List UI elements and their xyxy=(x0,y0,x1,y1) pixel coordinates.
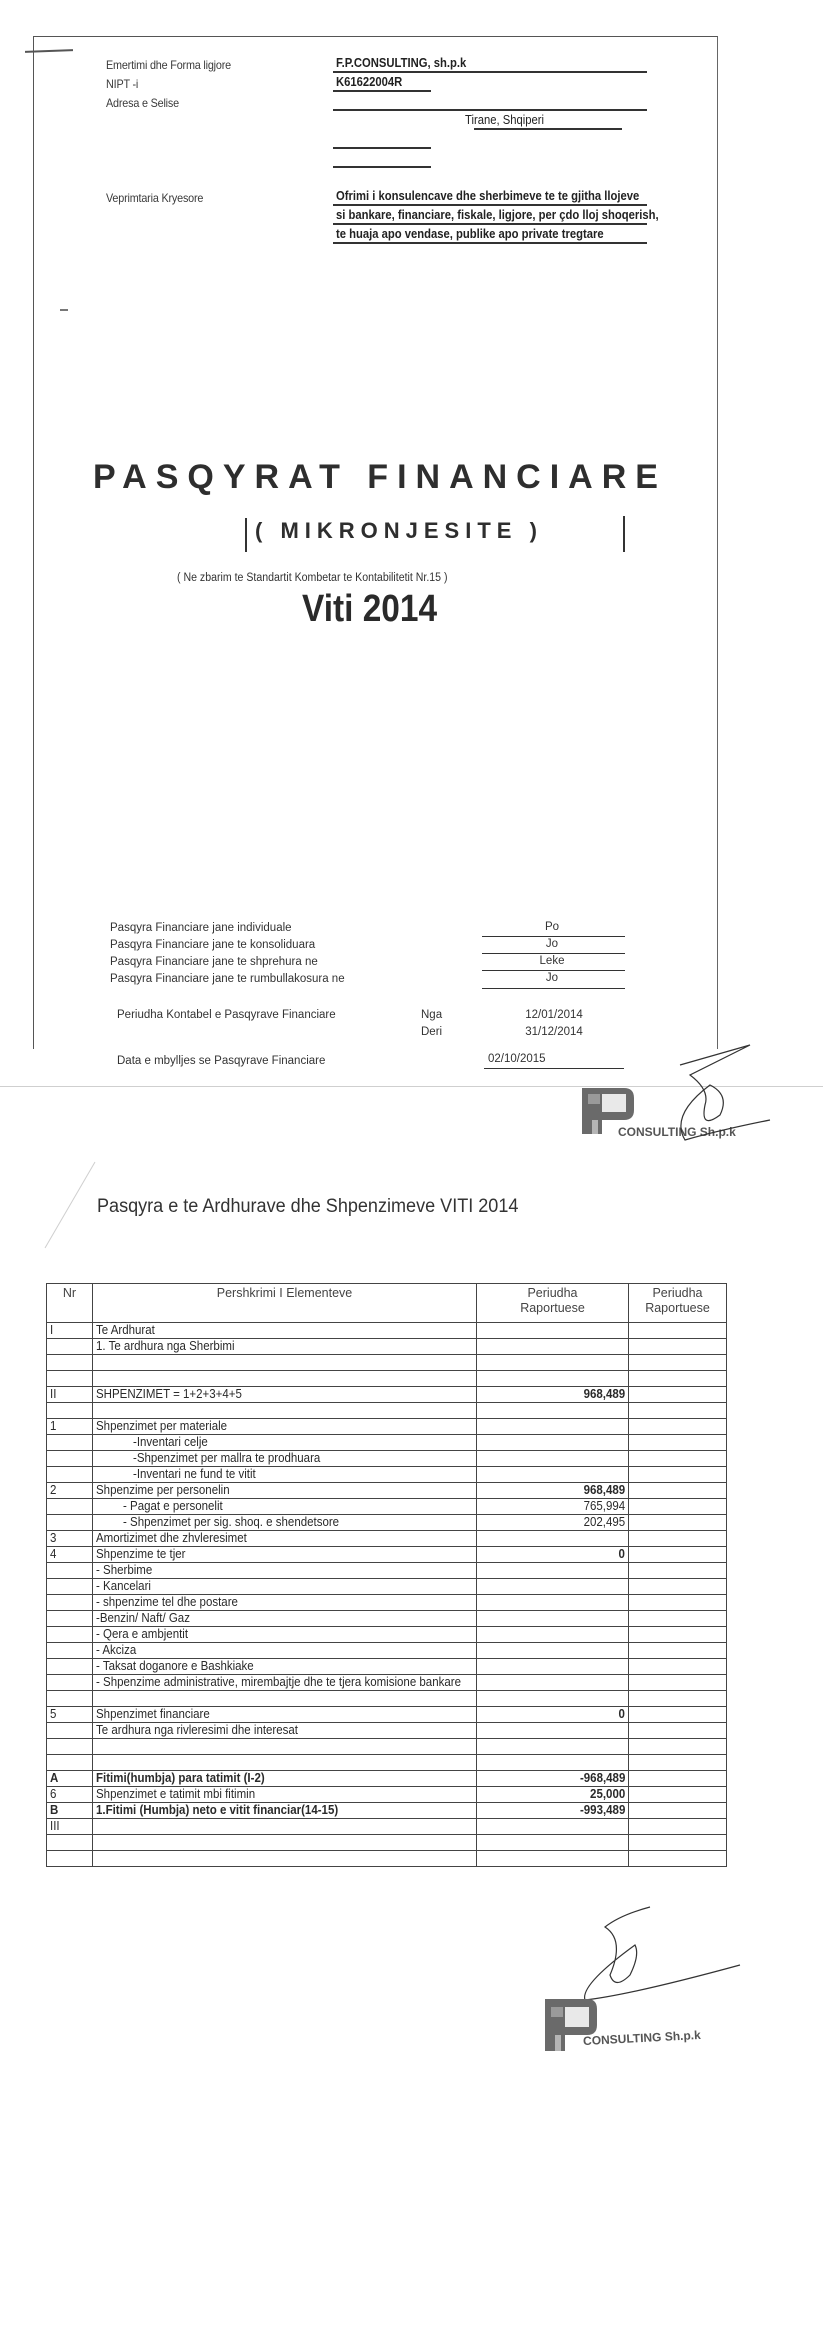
row-period-2-value-cell xyxy=(629,1563,727,1579)
activity-line-1: Ofrimi i konsulencave dhe sherbimeve te te gjitha llojeve xyxy=(336,189,640,203)
row-description-cell: - Taksat doganore e Bashkiake xyxy=(93,1659,477,1675)
row-number-cell: B xyxy=(47,1803,93,1819)
option-currency-value: Leke xyxy=(539,955,565,967)
row-number-cell: 6 xyxy=(47,1787,93,1803)
row-period-2-value-cell xyxy=(629,1755,727,1771)
row-period-2-value-cell xyxy=(629,1531,727,1547)
row-period-2-value-cell xyxy=(629,1387,727,1403)
row-period-2-value-cell xyxy=(629,1515,727,1531)
row-description-cell: 1. Te ardhura nga Sherbimi xyxy=(93,1339,477,1355)
row-number-cell: 1 xyxy=(47,1419,93,1435)
row-description-cell: Amortizimet dhe zhvleresimet xyxy=(93,1531,477,1547)
row-period-2-value-cell xyxy=(629,1595,727,1611)
row-number-cell xyxy=(47,1403,93,1419)
row-description-cell: Te ardhura nga rivleresimi dhe interesat xyxy=(93,1723,477,1739)
company-name-value: F.P.CONSULTING, sh.p.k xyxy=(336,56,467,70)
row-description-cell xyxy=(93,1691,477,1707)
row-period-1-value-cell xyxy=(477,1851,629,1867)
row-number-cell: II xyxy=(47,1387,93,1403)
underline xyxy=(333,147,431,149)
income-statement-title: Pasqyra e te Ardhurave dhe Shpenzimeve VITI 2014 xyxy=(97,1196,519,1217)
option-currency-label: Pasqyra Financiare jane te shprehura ne xyxy=(110,956,318,968)
underline xyxy=(333,166,431,168)
row-period-2-value-cell xyxy=(629,1355,727,1371)
row-period-1-value-cell xyxy=(477,1659,629,1675)
row-description-cell: Shpenzimet per materiale xyxy=(93,1419,477,1435)
row-description-cell: Te Ardhurat xyxy=(93,1323,477,1339)
company-stamp-text: CONSULTING Sh.p.k xyxy=(582,2027,702,2049)
row-period-1-value-cell: 765,994 xyxy=(477,1499,629,1515)
closing-date-label: Data e mbylljes se Pasqyrave Financiare xyxy=(117,1055,326,1067)
row-period-2-value-cell xyxy=(629,1771,727,1787)
row-description-cell: - Shpenzimet per sig. shoq. e shendetsore xyxy=(93,1515,477,1531)
underline xyxy=(484,1068,624,1069)
address-city-value: Tirane, Shqiperi xyxy=(465,113,545,127)
row-description-cell: - Akciza xyxy=(93,1643,477,1659)
company-name-label: Emertimi dhe Forma ligjore xyxy=(106,58,231,72)
table-row xyxy=(47,1691,727,1707)
column-header-description: Pershkrimi I Elementeve xyxy=(93,1284,477,1323)
table-row xyxy=(47,1755,727,1771)
table-row xyxy=(47,1323,727,1339)
table-row xyxy=(47,1451,727,1467)
table-row xyxy=(47,1643,727,1659)
underline xyxy=(333,223,647,225)
row-number-cell xyxy=(47,1627,93,1643)
table-row xyxy=(47,1659,727,1675)
table-header-row xyxy=(47,1284,727,1323)
row-number-cell: III xyxy=(47,1819,93,1835)
address-label: Adresa e Selise xyxy=(106,96,179,110)
row-period-2-value-cell xyxy=(629,1611,727,1627)
row-period-1-value-cell xyxy=(477,1419,629,1435)
row-description-cell xyxy=(93,1819,477,1835)
row-period-2-value-cell xyxy=(629,1707,727,1723)
row-period-2-value-cell xyxy=(629,1339,727,1355)
row-period-2-value-cell xyxy=(629,1579,727,1595)
row-period-2-value-cell xyxy=(629,1371,727,1387)
row-number-cell xyxy=(47,1643,93,1659)
period-to-value: 31/12/2014 xyxy=(525,1026,583,1038)
row-period-1-value-cell: -993,489 xyxy=(477,1803,629,1819)
option-rounded-label: Pasqyra Financiare jane te rumbullakosura ne xyxy=(110,973,345,985)
period-from-label: Nga xyxy=(421,1009,443,1021)
underline xyxy=(482,970,625,971)
table-row xyxy=(47,1787,727,1803)
row-period-1-value-cell: 968,489 xyxy=(477,1387,629,1403)
row-description-cell: -Inventari celje xyxy=(93,1435,477,1451)
row-description-cell: Shpenzime per personelin xyxy=(93,1483,477,1499)
row-number-cell xyxy=(47,1755,93,1771)
row-period-2-value-cell xyxy=(629,1323,727,1339)
row-description-cell: 1.Fitimi (Humbja) neto e vitit financiar(14-15) xyxy=(93,1803,477,1819)
row-period-1-value-cell xyxy=(477,1579,629,1595)
row-number-cell xyxy=(47,1435,93,1451)
table-row xyxy=(47,1531,727,1547)
table-row xyxy=(47,1483,727,1499)
table-row xyxy=(47,1739,727,1755)
underline xyxy=(333,109,647,111)
row-period-2-value-cell xyxy=(629,1547,727,1563)
row-period-1-value-cell xyxy=(477,1755,629,1771)
row-period-1-value-cell xyxy=(477,1323,629,1339)
row-period-1-value-cell: 25,000 xyxy=(477,1787,629,1803)
row-number-cell xyxy=(47,1467,93,1483)
table-row xyxy=(47,1707,727,1723)
row-description-cell: SHPENZIMET = 1+2+3+4+5 xyxy=(93,1387,477,1403)
row-description-cell: -Benzin/ Naft/ Gaz xyxy=(93,1611,477,1627)
row-period-2-value-cell xyxy=(629,1627,727,1643)
signature-icon xyxy=(660,1035,780,1145)
row-description-cell xyxy=(93,1739,477,1755)
table-row xyxy=(47,1595,727,1611)
table-row xyxy=(47,1611,727,1627)
row-number-cell: 4 xyxy=(47,1547,93,1563)
row-number-cell xyxy=(47,1739,93,1755)
row-period-2-value-cell xyxy=(629,1819,727,1835)
row-description-cell: - shpenzime tel dhe postare xyxy=(93,1595,477,1611)
table-row xyxy=(47,1339,727,1355)
scan-mark xyxy=(60,309,68,311)
underline xyxy=(482,953,625,954)
underline xyxy=(333,90,431,92)
row-period-1-value-cell xyxy=(477,1643,629,1659)
row-period-1-value-cell xyxy=(477,1675,629,1691)
row-number-cell xyxy=(47,1611,93,1627)
nipt-label: NIPT -i xyxy=(106,77,139,91)
row-number-cell xyxy=(47,1499,93,1515)
row-period-1-value-cell: 0 xyxy=(477,1707,629,1723)
row-number-cell xyxy=(47,1563,93,1579)
row-description-cell: Fitimi(humbja) para tatimit (I-2) xyxy=(93,1771,477,1787)
table-row xyxy=(47,1771,727,1787)
row-description-cell xyxy=(93,1403,477,1419)
row-number-cell: 2 xyxy=(47,1483,93,1499)
year-label: Viti 2014 xyxy=(302,588,438,630)
scan-fold-mark xyxy=(40,1160,100,1250)
row-period-2-value-cell xyxy=(629,1787,727,1803)
row-number-cell xyxy=(47,1339,93,1355)
option-individual-value: Po xyxy=(544,921,560,933)
column-header-period-2: Periudha Raportuese xyxy=(629,1284,727,1323)
row-period-2-value-cell xyxy=(629,1451,727,1467)
standard-note: ( Ne zbarim te Standartit Kombetar te Kontabilitetit Nr.15 ) xyxy=(177,572,448,584)
document-subtitle: ( MIKRONJESITE ) xyxy=(255,518,543,543)
row-number-cell xyxy=(47,1835,93,1851)
row-period-2-value-cell xyxy=(629,1403,727,1419)
row-period-1-value-cell: 202,495 xyxy=(477,1515,629,1531)
row-period-1-value-cell: 0 xyxy=(477,1547,629,1563)
row-period-1-value-cell xyxy=(477,1435,629,1451)
activity-label: Veprimtaria Kryesore xyxy=(106,191,204,205)
nipt-value: K61622004R xyxy=(336,75,403,89)
row-period-1-value-cell xyxy=(477,1739,629,1755)
row-description-cell xyxy=(93,1851,477,1867)
table-row xyxy=(47,1371,727,1387)
row-period-1-value-cell xyxy=(477,1451,629,1467)
table-row xyxy=(47,1723,727,1739)
table-row xyxy=(47,1675,727,1691)
row-description-cell xyxy=(93,1755,477,1771)
row-period-1-value-cell xyxy=(477,1723,629,1739)
activity-line-3: te huaja apo vendase, publike apo private tregtare xyxy=(336,227,604,241)
row-description-cell: Shpenzime te tjer xyxy=(93,1547,477,1563)
row-number-cell xyxy=(47,1691,93,1707)
table-row xyxy=(47,1499,727,1515)
row-period-1-value-cell xyxy=(477,1355,629,1371)
table-row xyxy=(47,1819,727,1835)
underline xyxy=(482,936,625,937)
row-period-1-value-cell xyxy=(477,1467,629,1483)
row-number-cell xyxy=(47,1579,93,1595)
row-description-cell: -Inventari ne fund te vitit xyxy=(93,1467,477,1483)
row-period-1-value-cell xyxy=(477,1819,629,1835)
row-period-2-value-cell xyxy=(629,1659,727,1675)
row-period-1-value-cell: 968,489 xyxy=(477,1483,629,1499)
row-description-cell: - Sherbime xyxy=(93,1563,477,1579)
row-description-cell: -Shpenzimet per mallra te prodhuara xyxy=(93,1451,477,1467)
row-description-cell: - Pagat e personelit xyxy=(93,1499,477,1515)
table-row xyxy=(47,1435,727,1451)
row-period-1-value-cell: -968,489 xyxy=(477,1771,629,1787)
table-row xyxy=(47,1627,727,1643)
activity-line-2: si bankare, financiare, fiskale, ligjore, per çdo lloj shoqerish, xyxy=(336,208,659,222)
option-rounded-value: Jo xyxy=(545,972,559,984)
period-to-label: Deri xyxy=(421,1026,443,1038)
table-row xyxy=(47,1547,727,1563)
table-row xyxy=(47,1579,727,1595)
title-bar-left xyxy=(245,518,247,552)
row-period-2-value-cell xyxy=(629,1739,727,1755)
row-number-cell xyxy=(47,1723,93,1739)
table-row xyxy=(47,1355,727,1371)
option-individual-label: Pasqyra Financiare jane individuale xyxy=(110,922,292,934)
row-number-cell: I xyxy=(47,1323,93,1339)
row-description-cell: - Qera e ambjentit xyxy=(93,1627,477,1643)
row-period-1-value-cell xyxy=(477,1627,629,1643)
row-period-1-value-cell xyxy=(477,1563,629,1579)
option-consolidated-value: Jo xyxy=(545,938,559,950)
row-period-2-value-cell xyxy=(629,1851,727,1867)
company-stamp-text: CONSULTING Sh.p.k xyxy=(618,1125,736,1139)
row-period-2-value-cell xyxy=(629,1675,727,1691)
table-row xyxy=(47,1563,727,1579)
row-number-cell: 5 xyxy=(47,1707,93,1723)
row-number-cell: A xyxy=(47,1771,93,1787)
table-row xyxy=(47,1419,727,1435)
row-period-2-value-cell xyxy=(629,1419,727,1435)
table-row xyxy=(47,1403,727,1419)
document-title: PASQYRAT FINANCIARE xyxy=(93,458,667,496)
row-number-cell xyxy=(47,1371,93,1387)
row-period-2-value-cell xyxy=(629,1691,727,1707)
row-number-cell xyxy=(47,1659,93,1675)
period-from-value: 12/01/2014 xyxy=(525,1009,583,1021)
column-header-period-1: Periudha Raportuese xyxy=(477,1284,629,1323)
table-row xyxy=(47,1515,727,1531)
row-number-cell xyxy=(47,1451,93,1467)
row-period-1-value-cell xyxy=(477,1595,629,1611)
row-description-cell: Shpenzimet financiare xyxy=(93,1707,477,1723)
row-period-2-value-cell xyxy=(629,1803,727,1819)
table-row xyxy=(47,1467,727,1483)
row-period-1-value-cell xyxy=(477,1611,629,1627)
table-row xyxy=(47,1803,727,1819)
table-row xyxy=(47,1835,727,1851)
option-consolidated-label: Pasqyra Financiare jane te konsoliduara xyxy=(110,939,316,951)
row-number-cell xyxy=(47,1675,93,1691)
row-period-1-value-cell xyxy=(477,1403,629,1419)
row-period-2-value-cell xyxy=(629,1499,727,1515)
column-header-nr: Nr xyxy=(47,1284,93,1323)
row-description-cell xyxy=(93,1371,477,1387)
row-description-cell: - Shpenzime administrative, mirembajtje dhe te tjera komisione bankare xyxy=(93,1675,477,1691)
row-period-2-value-cell xyxy=(629,1835,727,1851)
row-period-1-value-cell xyxy=(477,1371,629,1387)
underline xyxy=(333,204,647,206)
row-description-cell xyxy=(93,1835,477,1851)
table-row xyxy=(47,1387,727,1403)
underline xyxy=(482,988,625,989)
underline xyxy=(333,242,647,244)
underline xyxy=(333,71,647,73)
row-number-cell xyxy=(47,1595,93,1611)
row-number-cell xyxy=(47,1851,93,1867)
row-description-cell: - Kancelari xyxy=(93,1579,477,1595)
closing-date-value: 02/10/2015 xyxy=(488,1053,546,1065)
row-period-2-value-cell xyxy=(629,1723,727,1739)
period-label: Periudha Kontabel e Pasqyrave Financiare xyxy=(117,1009,336,1021)
row-period-1-value-cell xyxy=(477,1339,629,1355)
row-period-2-value-cell xyxy=(629,1643,727,1659)
row-number-cell: 3 xyxy=(47,1531,93,1547)
row-period-1-value-cell xyxy=(477,1691,629,1707)
underline xyxy=(474,128,622,130)
row-number-cell xyxy=(47,1515,93,1531)
table-row xyxy=(47,1851,727,1867)
row-period-2-value-cell xyxy=(629,1483,727,1499)
row-description-cell: Shpenzimet e tatimit mbi fitimin xyxy=(93,1787,477,1803)
row-period-2-value-cell xyxy=(629,1435,727,1451)
row-period-1-value-cell xyxy=(477,1835,629,1851)
row-period-1-value-cell xyxy=(477,1531,629,1547)
row-description-cell xyxy=(93,1355,477,1371)
income-statement-table xyxy=(46,1283,727,1867)
row-number-cell xyxy=(47,1355,93,1371)
title-bar-right xyxy=(623,516,625,552)
row-period-2-value-cell xyxy=(629,1467,727,1483)
